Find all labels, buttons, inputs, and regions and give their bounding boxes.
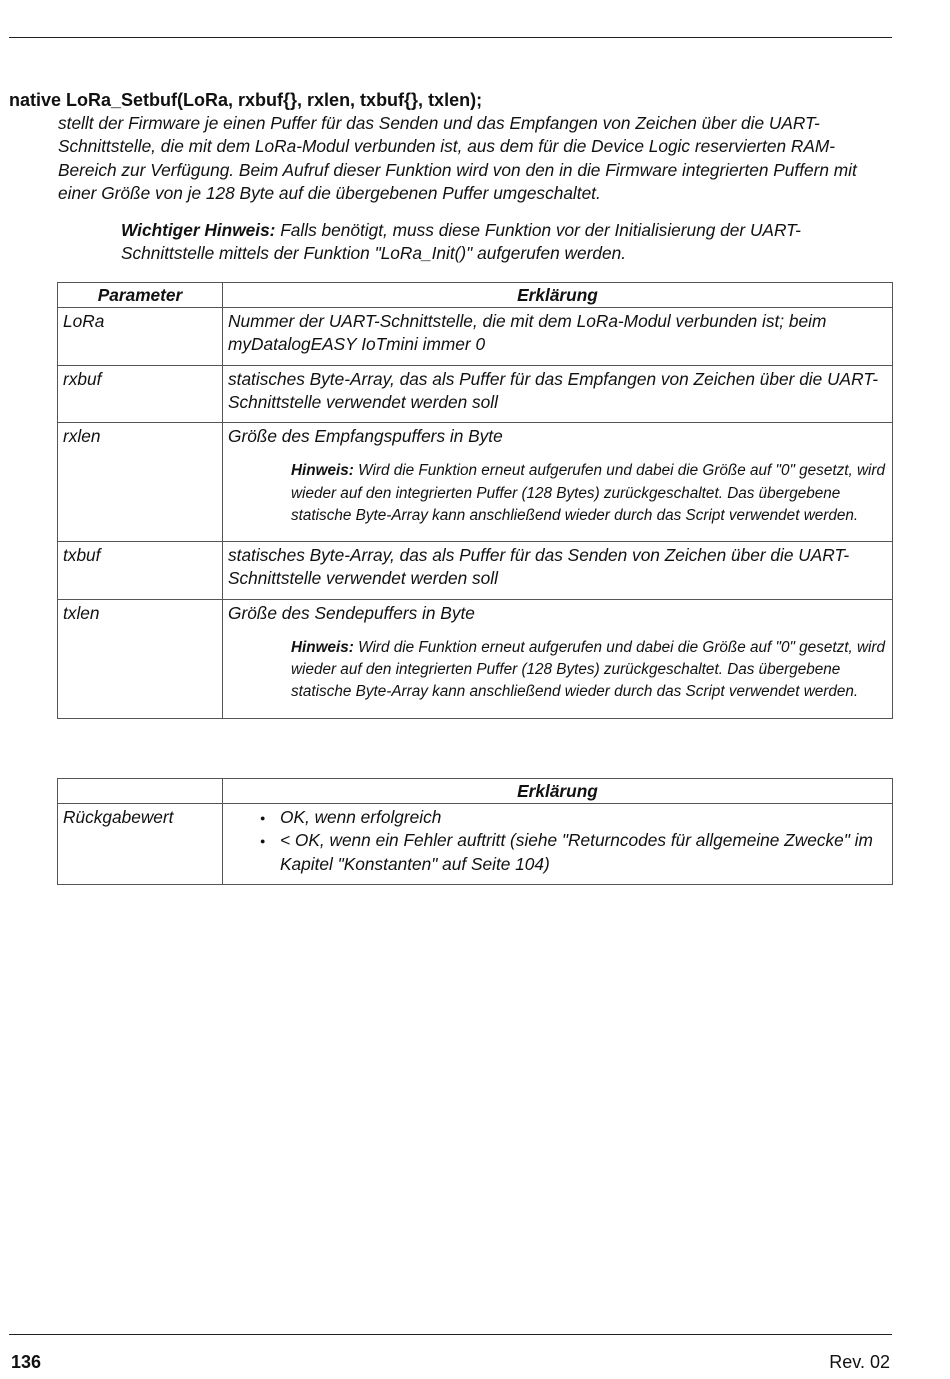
list-item: ● < OK, wenn ein Fehler auftritt (siehe "Returncodes für allgemeine Zwecke" im Kapitel "Konstanten" auf Seite 104) xyxy=(280,829,886,876)
param-description-cell xyxy=(223,599,893,718)
header-erklaerung: Erklärung xyxy=(223,283,893,308)
header-erklaerung: Erklärung xyxy=(223,779,893,804)
param-hint xyxy=(291,637,886,704)
table-row xyxy=(58,308,893,366)
table-row xyxy=(58,804,893,885)
hint-text: Wird die Funktion erneut aufgerufen und dabei die Größe auf "0" gesetzt, wird wieder auf den integrierten Puffer (128 Bytes) zurückgeschaltet. Das übergebene statische Byte-Array kann anschließend wieder durch das Script verwendet werden. xyxy=(291,638,886,701)
param-name: LoRa xyxy=(58,308,223,366)
table-row xyxy=(58,599,893,718)
table-row xyxy=(58,542,893,600)
footer-rule xyxy=(9,1334,892,1335)
header-rule xyxy=(9,37,892,38)
hint-label: Hinweis: xyxy=(291,462,354,480)
important-note-text: Falls benötigt, muss diese Funktion vor der Initialisierung der UART-Schnittstelle mittels der Funktion "LoRa_Init()" aufgerufen werden. xyxy=(121,220,801,264)
param-name: rxbuf xyxy=(58,365,223,423)
param-name: rxlen xyxy=(58,423,223,542)
parameter-table xyxy=(57,282,893,719)
param-description: statisches Byte-Array, das als Puffer für das Senden von Zeichen über die UART-Schnittstelle verwendet werden soll xyxy=(223,542,893,600)
param-description: statisches Byte-Array, das als Puffer für das Empfangen von Zeichen über die UART-Schnittstelle verwendet werden soll xyxy=(223,365,893,423)
hint-label: Hinweis: xyxy=(291,638,354,656)
header-parameter: Parameter xyxy=(58,283,223,308)
important-note-label: Wichtiger Hinweis: xyxy=(121,220,276,240)
param-name: txbuf xyxy=(58,542,223,600)
param-description: Größe des Sendepuffers in Byte xyxy=(228,602,475,623)
important-note xyxy=(121,219,881,266)
table-row xyxy=(58,423,893,542)
hint-text: Wird die Funktion erneut aufgerufen und dabei die Größe auf "0" gesetzt, wird wieder auf den integrierten Puffer (128 Bytes) zurückgeschaltet. Das übergebene statische Byte-Array kann anschließend wieder durch das Script verwendet werden. xyxy=(291,462,886,524)
list-item: ● OK, wenn erfolgreich xyxy=(280,806,886,829)
return-list xyxy=(228,806,886,876)
return-table-header xyxy=(58,779,893,804)
parameter-table-header xyxy=(58,283,893,308)
param-description: Nummer der UART-Schnittstelle, die mit dem LoRa-Modul verbunden ist; beim myDatalogEASY IoTmini immer 0 xyxy=(223,308,893,366)
return-description xyxy=(223,804,893,885)
return-label: Rückgabewert xyxy=(58,804,223,885)
function-description: stellt der Firmware je einen Puffer für das Senden und das Empfangen von Zeichen über die UART-Schnittstelle, die mit dem LoRa-Modul verbunden ist, aus dem für die Device Logic reservierten RAM-Bereich zur Verfügung. Beim Aufruf dieser Funktion wird von den in die Firmware integrierten Puffern mit einer Größe von je 128 Byte auf die übergebenen Puffer umgeschaltet. xyxy=(58,113,857,203)
param-name: txlen xyxy=(58,599,223,718)
param-description-cell xyxy=(223,423,893,542)
function-signature: native LoRa_Setbuf(LoRa, rxbuf{}, rxlen, txbuf{}, txlen); xyxy=(9,90,483,110)
param-description: Größe des Empfangspuffers in Byte xyxy=(228,426,503,447)
header-empty xyxy=(58,779,223,804)
revision-label: Rev. 02 xyxy=(829,1352,890,1372)
return-value-table xyxy=(57,778,893,885)
page-number: 136 xyxy=(11,1352,42,1372)
param-hint xyxy=(291,460,886,527)
table-row xyxy=(58,365,893,423)
